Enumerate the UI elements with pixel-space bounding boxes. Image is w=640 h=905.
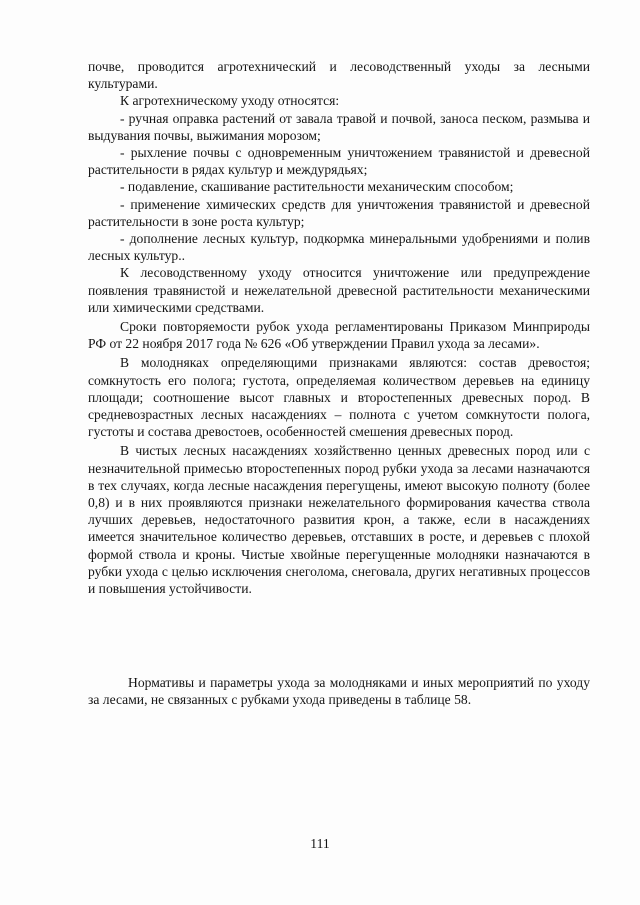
list-item: - применение химических средств для уничтожения травянистой и древесной растительности в зоне роста культур; [88, 196, 590, 229]
paragraph: В молодняках определяющими признаками являются: состав древостоя; сомкнутость его полога; густота, определяемая количеством деревьев на единицу площади; соотношение высот главных и второстепенных древесных пород. В средневозрастных лесных насаждениях – полнота с учетом сомкнутости полога, густоты и состава древостоев, особенностей смешения древесных пород. [88, 355, 590, 440]
list-item: - подавление, скашивание растительности механическим способом; [120, 179, 514, 195]
paragraph: К агротехническому уходу относятся: [120, 93, 340, 109]
body-text [88, 58, 590, 597]
list-item: - дополнение лесных культур, подкормка минеральными удобрениями и полив лесных культур.. [88, 231, 590, 264]
list-item: - ручная оправка растений от завала травой и почвой, заноса песком, размыва и выдувания почвы, выжимания морозом; [88, 110, 590, 143]
page-number: 111 [310, 836, 330, 851]
paragraph: почве, проводится агротехнический и лесоводственный уходы за лесными культурами. [88, 59, 590, 92]
paragraph: Сроки повторяемости рубок ухода регламентированы Приказом Минприроды РФ от 22 ноября 2017 года № 626 «Об утверждении Правил ухода за лесами». [88, 319, 590, 352]
list-item: - рыхление почвы с одновременным уничтожением травянистой и древесной растительности в рядах культур и междурядьях; [88, 145, 590, 178]
paragraph: К лесоводственному уходу относится уничтожение или предупреждение появления травянистой и нежелательной древесной растительности механическими или химическими средствами. [88, 265, 590, 315]
paragraph: В чистых лесных насаждениях хозяйственно ценных древесных пород или с незначительной примесью второстепенных пород рубки ухода за лесами назначаются в тех случаях, когда лесные насаждения перегущены, имеют высокую полноту (более 0,8) и в них проявляются признаки нежелательного формирования качества ствола лучших деревьев, недостаточного развития крон, а также, если в насаждениях имеется значительное количество деревьев, отставших в росте, и деревьев с плохой формой ствола и кроны. Чистые хвойные перегущенные молодняки назначаются в рубки ухода с целью исключения снеголома, снеговала, других негативных процессов и повышения устойчивости. [88, 443, 590, 597]
paragraph-table-reference: Нормативы и параметры ухода за молодняками и иных мероприятий по уходу за лесами, не связанных с рубками ухода приведены в таблице 58. [88, 674, 590, 707]
